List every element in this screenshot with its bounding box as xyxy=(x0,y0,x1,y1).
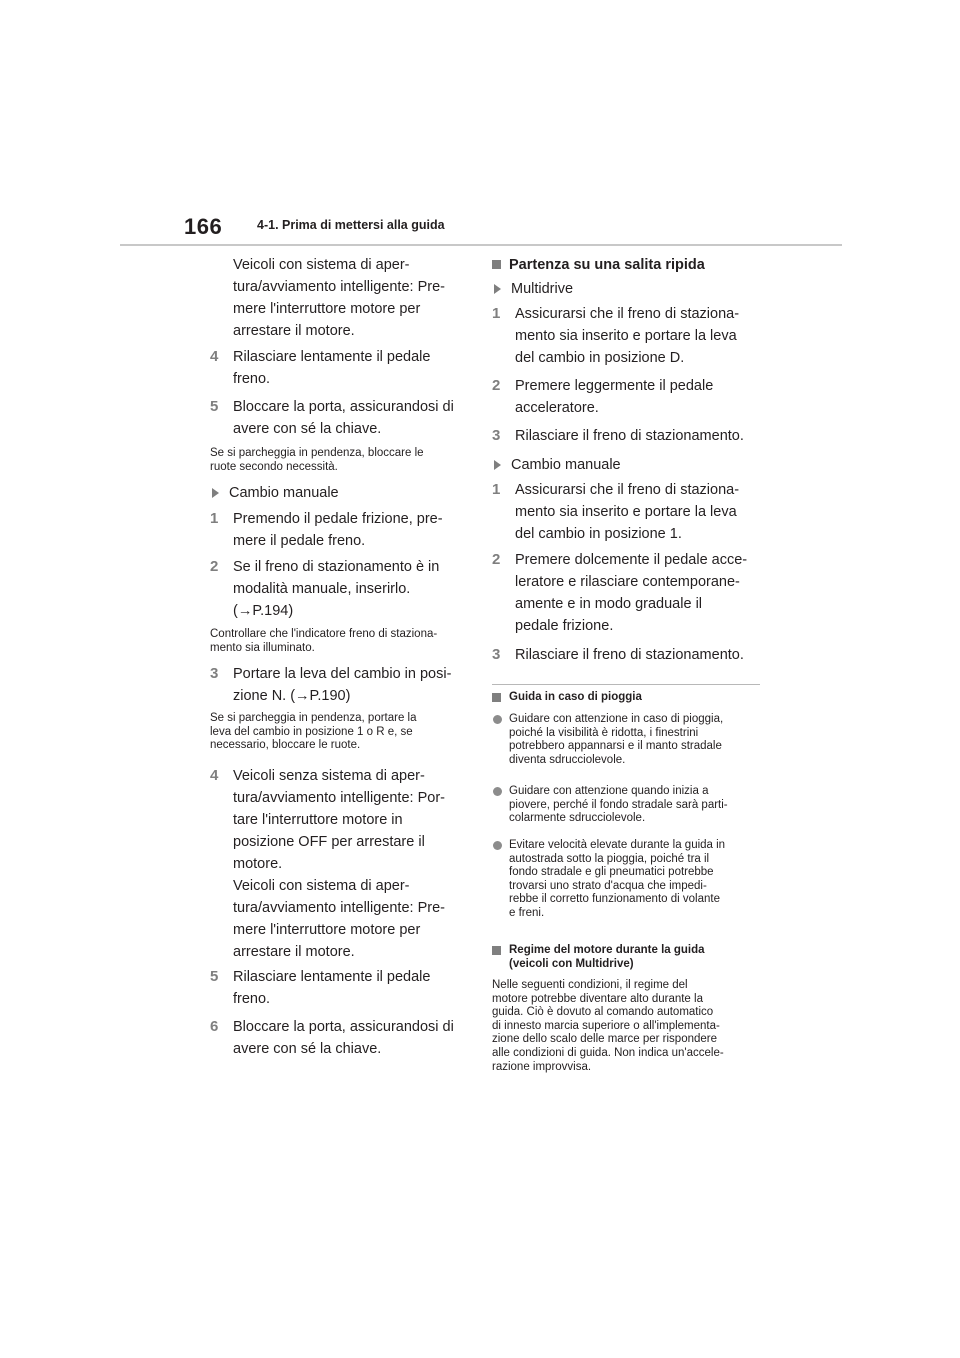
circle-bullet-icon xyxy=(493,841,502,850)
heading-label: Regime del motore durante la guida (veicoli con Multidrive) xyxy=(509,944,705,970)
manual-step-2 xyxy=(492,549,760,637)
heading-label: Partenza su una salita ripida xyxy=(509,257,705,273)
bullet-text: Guidare con attenzione in caso di pioggia, poiché la visibilità è ridotta, i finestrini potrebbero appannarsi e il manto stradale diventa sdrucciolevole. xyxy=(509,713,724,766)
heading-rain xyxy=(492,691,760,705)
subheading-label: Cambio manuale xyxy=(511,457,621,473)
heading-engine-speed xyxy=(492,944,760,971)
step-number: 4 xyxy=(210,767,219,784)
square-bullet-icon xyxy=(492,693,501,702)
subheading-multidrive xyxy=(492,278,760,300)
circle-bullet-icon xyxy=(493,787,502,796)
engine-speed-paragraph: Nelle seguenti condizioni, il regime del motore potrebbe diventare alto durante la guida. Ciò è dovuto al comando automatico di innesto marcia superiore o all'implementa- zione dello scalo delle marce per rispondere alle condizioni di guida. Non indica un'accele- razione improvvisa. xyxy=(492,979,724,1073)
step-number: 5 xyxy=(210,398,219,415)
manual-step-4 xyxy=(210,765,472,963)
step-5 xyxy=(210,396,472,440)
subheading-label: Multidrive xyxy=(511,281,574,297)
triangle-bullet-icon xyxy=(494,460,501,470)
rain-bullet-2 xyxy=(492,785,760,826)
step-text: Rilasciare il freno di stazionamento. xyxy=(515,647,744,663)
note-slope: Se si parcheggia in pendenza, portare la leva del cambio in posizione 1 o R e, se necessario, bloccare le ruote. xyxy=(210,712,417,752)
step-number: 5 xyxy=(210,968,219,985)
section-divider xyxy=(492,684,760,685)
note-parking: Se si parcheggia in pendenza, bloccare le ruote secondo necessità. xyxy=(210,447,424,473)
step-text: Premere dolcemente il pedale acce- leratore e rilasciare contemporane- amente e in modo graduale il pedale frizione. xyxy=(515,552,748,634)
manual-step-3 xyxy=(210,663,472,707)
step-text: Assicurarsi che il freno di staziona- mento sia inserito e portare la leva del cambio in posizione D. xyxy=(515,306,740,366)
step-number: 3 xyxy=(492,646,501,663)
step-4 xyxy=(210,346,472,390)
multidrive-step-1 xyxy=(492,303,760,369)
heading-label: Guida in caso di pioggia xyxy=(509,691,642,703)
bullet-text: Guidare con attenzione quando inizia a piovere, perché il fondo stradale sarà parti- colarmente sdrucciolevole. xyxy=(509,785,728,825)
intro-text: Veicoli con sistema di aper- tura/avviamento intelligente: Pre- mere l'interruttore motore per arrestare il motore. xyxy=(233,257,445,339)
step-text: Assicurarsi che il freno di staziona- mento sia inserito e portare la leva del cambio in posizione 1. xyxy=(515,482,740,542)
subheading-manual xyxy=(210,482,472,504)
step-text: Rilasciare lentamente il pedale freno. xyxy=(233,349,431,387)
step-text: Bloccare la porta, assicurandosi di avere con sé la chiave. xyxy=(233,399,454,437)
step-text: Rilasciare lentamente il pedale freno. xyxy=(233,969,431,1007)
step-number: 6 xyxy=(210,1018,219,1035)
step-text: Bloccare la porta, assicurandosi di avere con sé la chiave. xyxy=(233,1019,454,1057)
step-number: 4 xyxy=(210,348,219,365)
step-text: Premere leggermente il pedale acceleratore. xyxy=(515,378,714,416)
subheading-manual xyxy=(492,454,760,476)
step-number: 2 xyxy=(492,377,501,394)
step-number: 1 xyxy=(210,510,219,527)
circle-bullet-icon xyxy=(493,715,502,724)
multidrive-step-2 xyxy=(492,375,760,419)
manual-step-2 xyxy=(210,556,472,622)
step-text: Portare la leva del cambio in posi- zione N. (→P.190) xyxy=(233,666,452,704)
square-bullet-icon xyxy=(492,946,501,955)
step-text: Se il freno di stazionamento è in modalità manuale, inserirlo. (→P.194) xyxy=(233,559,440,619)
step-number: 2 xyxy=(492,551,501,568)
manual-step-1 xyxy=(492,479,760,545)
step-text: Veicoli senza sistema di aper- tura/avviamento intelligente: Por- tare l'interruttore motore in posizione OFF per arrestare il motore. Veicoli con sistema di aper- tura/avviamento intelligente: Pre- mere l'interruttore motore per arrestare il motore. xyxy=(233,768,445,960)
manual-step-3 xyxy=(492,644,760,666)
step-number: 1 xyxy=(492,305,501,322)
page-number: 166 xyxy=(184,214,223,239)
manual-step-5 xyxy=(210,966,472,1010)
triangle-bullet-icon xyxy=(494,284,501,294)
rain-bullet-1 xyxy=(492,713,760,767)
heading-steep-start xyxy=(492,254,760,276)
multidrive-step-3 xyxy=(492,425,760,447)
note-indicator: Controllare che l'indicatore freno di staziona- mento sia illuminato. xyxy=(210,628,438,654)
section-title: 4-1. Prima di mettersi alla guida xyxy=(257,218,445,232)
step-number: 3 xyxy=(492,427,501,444)
page-header xyxy=(0,0,960,250)
rain-bullet-3 xyxy=(492,839,760,921)
step-number: 2 xyxy=(210,558,219,575)
step-number: 1 xyxy=(492,481,501,498)
manual-step-6 xyxy=(210,1016,472,1060)
bullet-text: Evitare velocità elevate durante la guida in autostrada sotto la pioggia, poiché tra il fondo stradale e gli pneumatici potrebbe trovarsi uno strato d'acqua che impedi- rebbe il corretto funzionamento di volante e freni. xyxy=(509,839,726,919)
subheading-label: Cambio manuale xyxy=(229,485,339,501)
step-text: Rilasciare il freno di stazionamento. xyxy=(515,428,744,444)
square-bullet-icon xyxy=(492,260,501,269)
step-number: 3 xyxy=(210,665,219,682)
header-divider xyxy=(120,244,842,246)
step-text: Premendo il pedale frizione, pre- mere il pedale freno. xyxy=(233,511,443,549)
triangle-bullet-icon xyxy=(212,488,219,498)
manual-step-1 xyxy=(210,508,472,552)
